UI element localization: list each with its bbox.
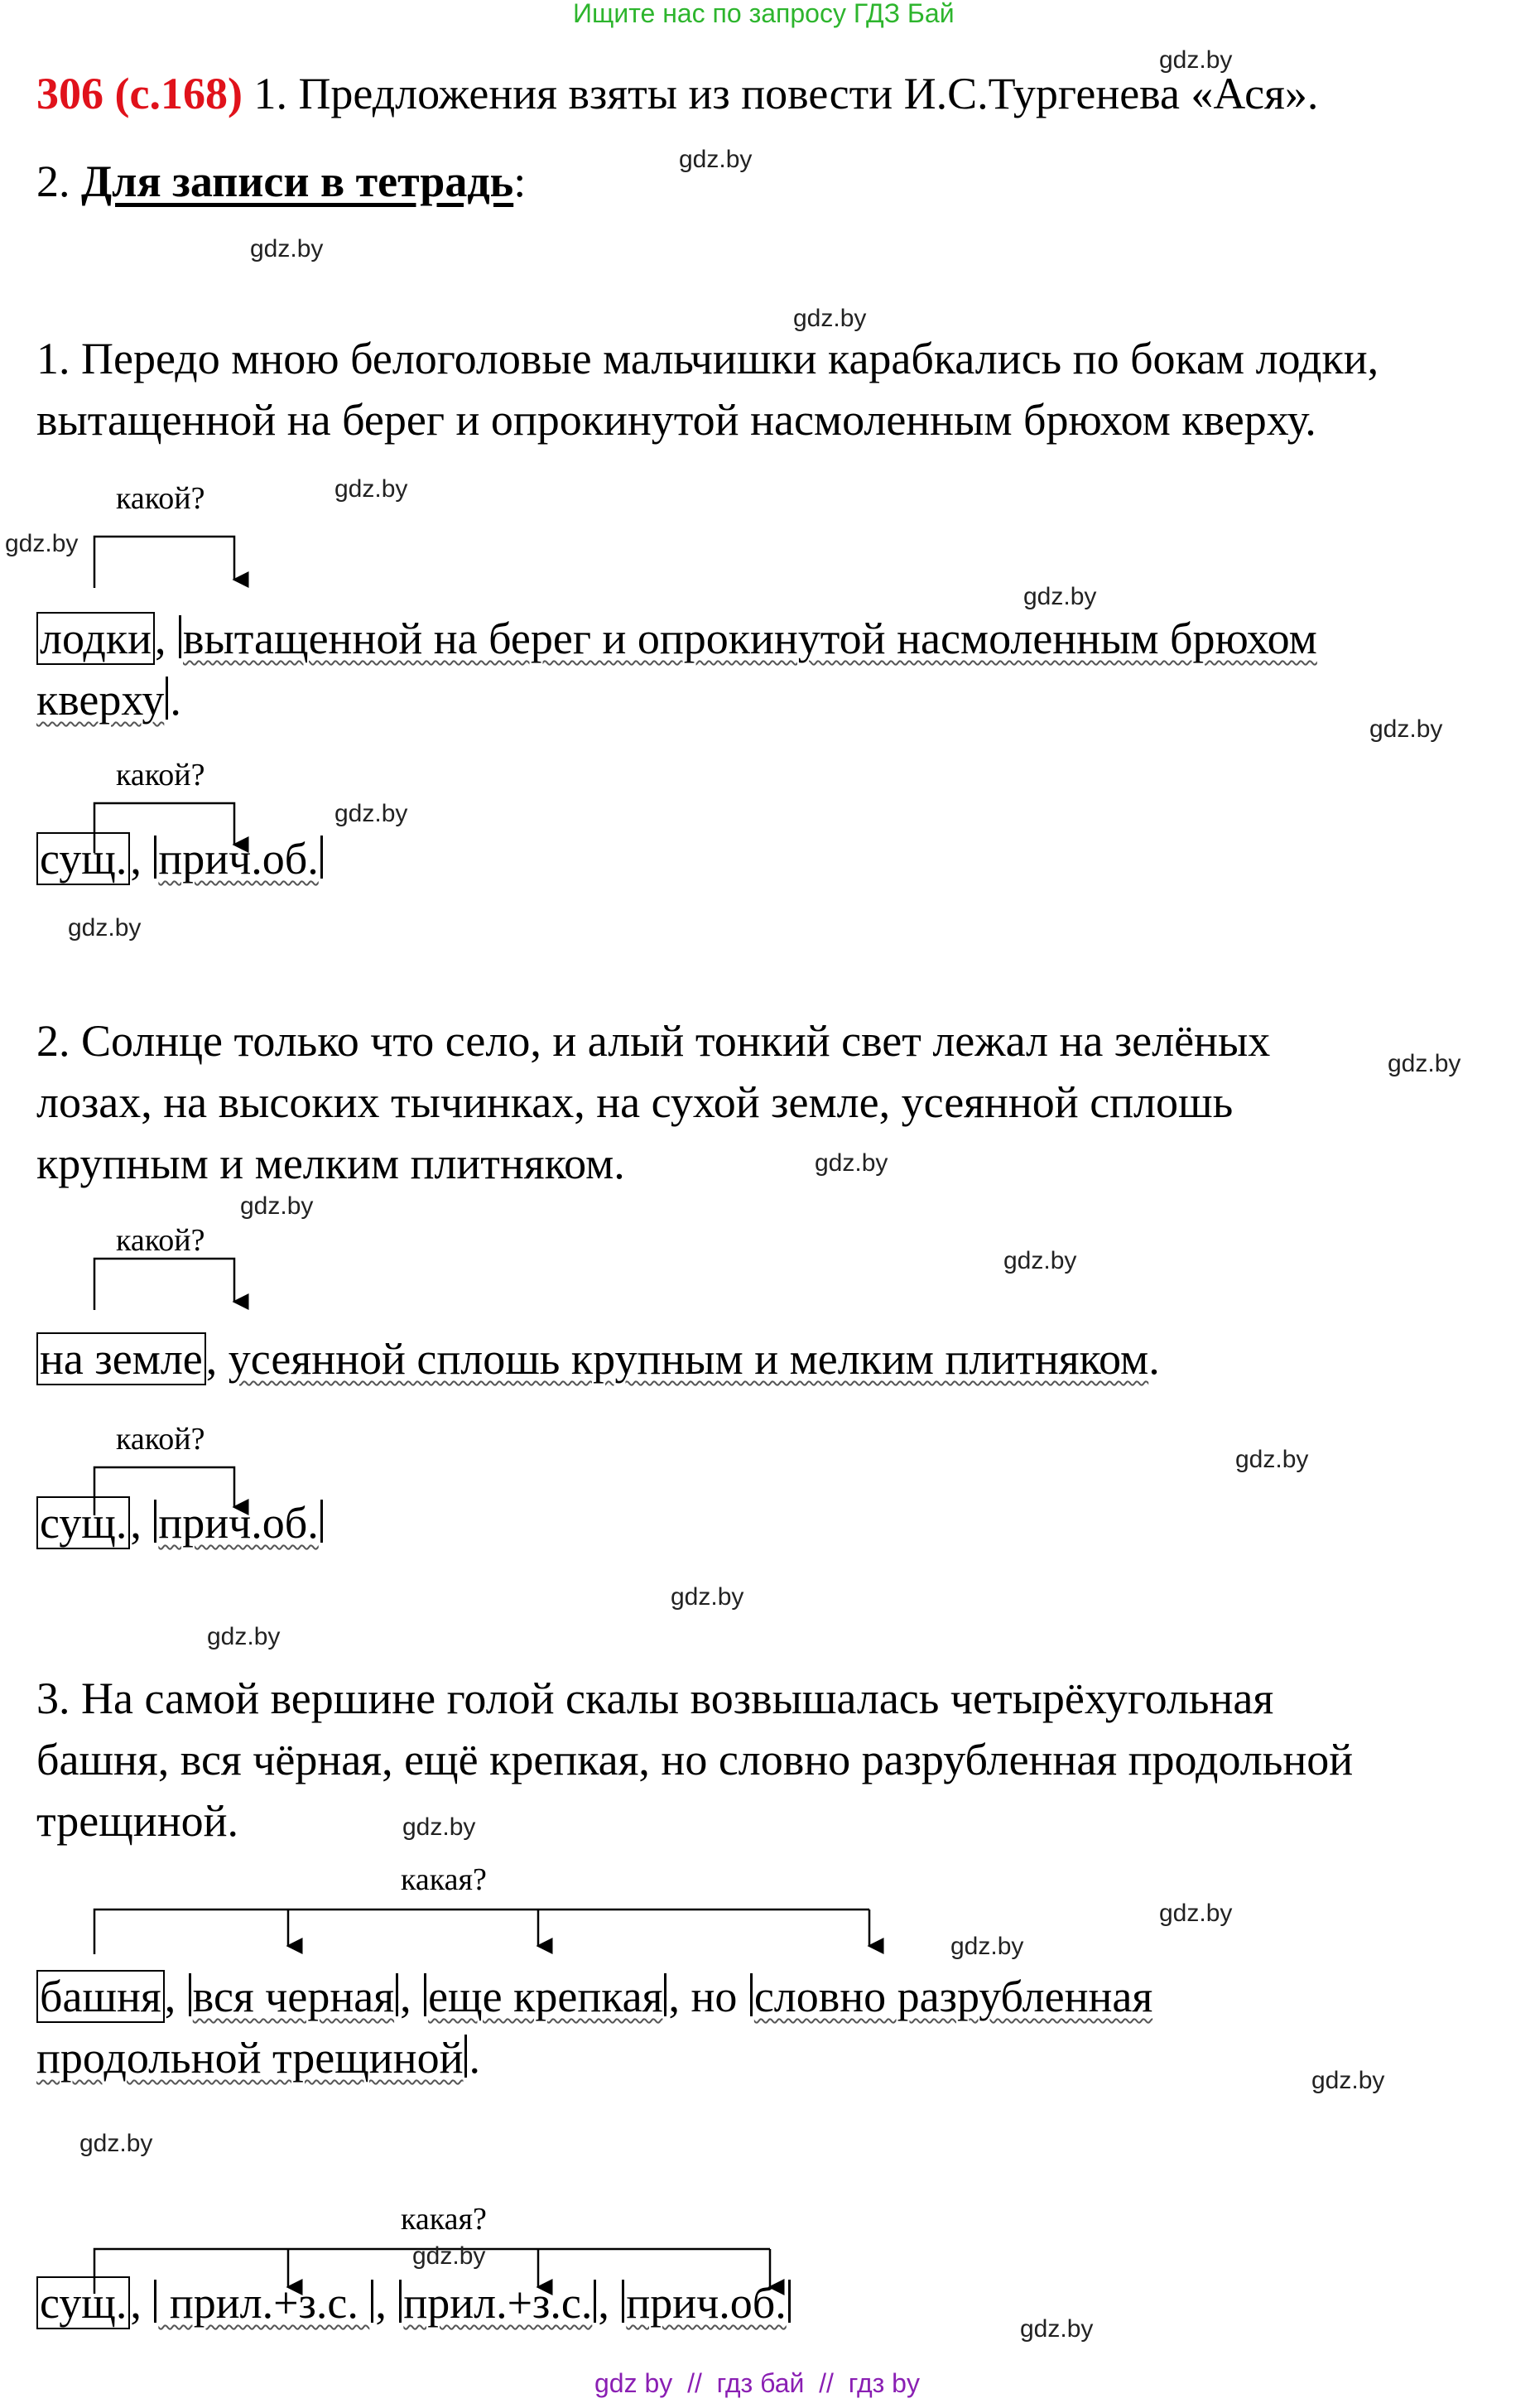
sentence-1-scheme: сущ., прич.об. [36,828,325,889]
sentence-3-scheme: сущ., прил.+з.с. , прил.+з.с. , прич.об. [36,2272,792,2333]
task-item-2: 2. Для записи в тетрадь: [36,157,527,206]
question-label: какой? [116,481,205,516]
watermark: gdz.by [68,914,142,942]
participial-phrase: словно разрубленная [753,1972,1153,2021]
sentence-2-line-1: 2. Солнце только что село, и алый тонкий свет лежал на зелёных [36,1016,1271,1066]
watermark: gdz.by [815,1149,888,1177]
watermark: gdz.by [79,2130,153,2157]
sentence-1-analysis-line-2: кверху . [36,675,181,725]
question-label: какая? [401,2202,487,2237]
task-item-1: 1. Предложения взяты из повести И.С.Тургенева «Ася». [253,69,1319,118]
watermark: gdz.by [679,146,753,173]
watermark: gdz.by [1311,2067,1385,2094]
watermark: gdz.by [402,1813,476,1841]
defined-noun: на земле [36,1332,206,1385]
scheme-noun: сущ. [36,1496,130,1549]
watermark: gdz.by [1003,1247,1077,1274]
watermark: gdz.by [671,1583,744,1611]
watermark: gdz.by [5,530,79,557]
watermark: gdz.by [1020,2315,1094,2343]
sentence-1-line-1: 1. Передо мною белоголовые мальчишки карабкались по бокам лодки, [36,334,1379,383]
watermark: gdz.by [240,1192,314,1220]
sentence-2-line-2: лозах, на высоких тычинках, на сухой земле, усеянной сплошь [36,1077,1234,1127]
watermark: gdz.by [250,235,324,262]
watermark: gdz.by [334,800,408,827]
dependency-arrow [94,1259,234,1310]
participial-phrase-end: продольной трещиной [36,2033,464,2083]
question-label: какая? [401,1862,487,1897]
scheme-adjective-2: прил.+з.с. [403,2278,593,2328]
notebook-label: Для записи в тетрадь [81,157,514,206]
sentence-3-line-1: 3. На самой вершине голой скалы возвышалась четырёхугольная [36,1674,1274,1723]
sentence-2-analysis: на земле, усеянной сплошь крупным и мелким плитняком. [36,1328,1160,1389]
scheme-participle: прич.об. [158,1498,319,1548]
sentence-3-line-2: башня, вся чёрная, ещё крепкая, но словно разрубленная продольной [36,1735,1354,1784]
defined-noun: башня [36,1970,165,2023]
task-number: 306 (с.168) [36,69,243,118]
watermark: gdz.by [1159,46,1233,74]
watermark: gdz.by [1388,1050,1461,1077]
sentence-3-line-3: трещиной. [36,1796,239,1846]
participial-phrase-end: кверху [36,675,165,725]
adjective-phrase-2: еще крепкая [428,1972,663,2021]
participial-phrase: усеянной сплошь крупным и мелким плитняком [228,1334,1149,1384]
watermark: gdz.by [207,1623,281,1650]
scheme-adjective-1: прил.+з.с. [158,2278,370,2328]
question-label: какой? [116,1223,205,1258]
participial-phrase: вытащенной на берег и опрокинутой насмоленным брюхом [183,614,1317,663]
question-label: какой? [116,758,205,792]
footer-links[interactable]: gdz by // гдз бай // гдз by [594,2368,920,2398]
watermark: gdz.by [412,2242,486,2270]
defined-noun: лодки [36,612,155,665]
scheme-participle: прич.об. [158,834,319,884]
watermark: gdz.by [793,305,867,332]
conjunction: но [691,1972,738,2021]
adjective-phrase-1: вся черная [192,1972,395,2021]
dependency-arrow [94,537,234,588]
watermark: gdz.by [1159,1900,1233,1927]
sentence-1-analysis-line-1: лодки, вытащенной на берег и опрокинутой насмоленным брюхом [36,608,1317,669]
dependency-arrow [94,803,234,853]
scheme-noun: сущ. [36,2276,130,2329]
scheme-noun: сущ. [36,832,130,885]
sentence-3-analysis-line-1: башня, вся черная , еще крепкая , но словно разрубленная [36,1966,1152,2027]
dependency-arrow [94,1910,869,1954]
sentence-2-line-3: крупным и мелким плитняком. [36,1139,625,1188]
sentence-2-scheme: сущ., прич.об. [36,1492,325,1553]
watermark: gdz.by [950,1933,1024,1960]
dependency-arrow [94,1467,234,1515]
watermark: gdz.by [1369,715,1443,743]
watermark: gdz.by [1235,1446,1309,1473]
sentence-3-analysis-line-2: продольной трещиной . [36,2033,480,2083]
header-search-hint[interactable]: Ищите нас по запросу ГДЗ Бай [573,0,955,28]
watermark: gdz.by [1023,583,1097,610]
watermark: gdz.by [334,475,408,503]
scheme-participle: прич.об. [626,2278,787,2328]
question-label: какой? [116,1422,205,1457]
sentence-1-line-2: вытащенной на берег и опрокинутой насмоленным брюхом кверху. [36,395,1316,445]
